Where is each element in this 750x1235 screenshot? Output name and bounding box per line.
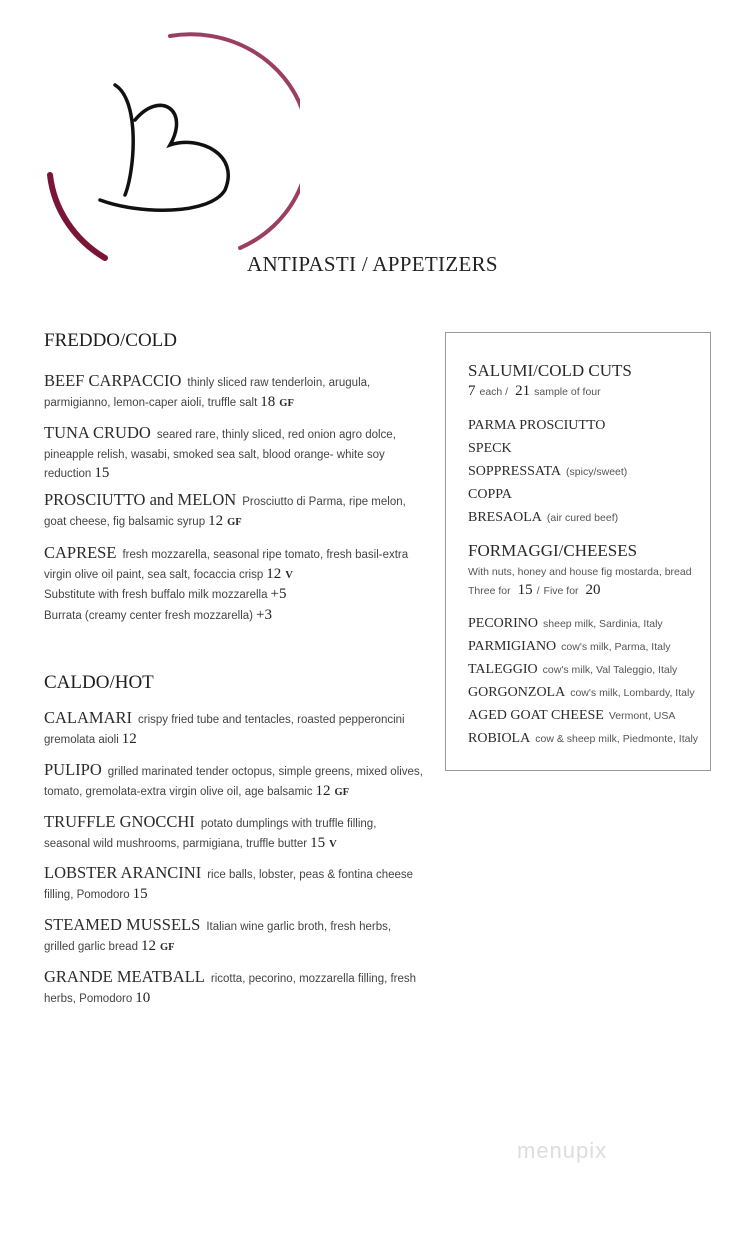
separator: / — [536, 585, 540, 597]
salumi-heading: SALUMI/COLD CUTS — [468, 361, 632, 380]
item-desc: Prosciutto di Parma, ripe melon, goat cheese, fig balsamic syrup — [44, 496, 406, 528]
side-item — [468, 706, 675, 724]
side-item-name: SOPPRESSATA — [468, 464, 562, 479]
dietary-tag: GF — [227, 516, 242, 528]
item-desc: thinly sliced raw tenderloin, arugula, parmigianno, lemon-caper aioli, truffle salt — [44, 377, 371, 409]
item-desc: fresh mozzarella, seasonal ripe tomato, fresh basil-extra virgin olive oil paint, sea salt, focaccia crisp — [44, 549, 409, 581]
item-desc: rice balls, lobster, peas & fontina cheese filling, Pomodoro — [44, 869, 414, 901]
price-each: 7 — [468, 383, 476, 399]
cheeses-pricing — [468, 581, 601, 599]
side-item — [468, 462, 627, 480]
side-item — [468, 729, 698, 747]
each-label: each / — [479, 386, 509, 398]
item-price: 12 — [140, 937, 156, 954]
item-name: BEEF CARPACCIO — [44, 371, 182, 390]
watermark: menupix — [517, 1138, 608, 1163]
item-price: 12 — [121, 730, 137, 747]
item-name: GRANDE MEATBALL — [44, 967, 205, 986]
side-item-name: SPECK — [468, 441, 512, 456]
dietary-tag: GF — [279, 397, 294, 409]
side-item — [468, 416, 610, 434]
side-item-name: ROBIOLA — [468, 731, 531, 746]
menu-item — [44, 424, 424, 484]
item-desc: seared rare, thinly sliced, red onion agro dolce, pineapple relish, wasabi, smoked sea salt, blood orange- white soy reduction — [44, 429, 396, 480]
logo — [40, 30, 300, 280]
side-item — [468, 439, 517, 457]
menu-item — [44, 544, 424, 626]
sub-text: Substitute with fresh buffalo milk mozzarella — [44, 589, 268, 601]
side-item — [468, 683, 695, 701]
dietary-tag: GF — [334, 786, 350, 798]
menu-item — [44, 864, 424, 904]
dietary-tag: V — [285, 569, 293, 581]
menu-item — [44, 709, 424, 749]
item-desc: Italian wine garlic broth, fresh herbs, grilled garlic bread — [44, 921, 392, 953]
side-item — [468, 508, 618, 526]
dietary-tag: V — [329, 838, 337, 850]
item-price: 15 — [94, 465, 110, 481]
item-desc: crispy fried tube and tentacles, roasted pepperoncini gremolata aioli — [44, 714, 405, 746]
side-item-name: PECORINO — [468, 616, 539, 631]
side-item-note: cow & sheep milk, Piedmonte, Italy — [535, 733, 699, 745]
side-item-name: GORGONZOLA — [468, 685, 566, 700]
item-price: 18 — [260, 393, 276, 410]
salumi-pricing — [468, 382, 601, 400]
caprese-substitute — [44, 605, 424, 626]
item-name: PROSCIUTTO and MELON — [44, 490, 237, 509]
item-name: TUNA CRUDO — [44, 423, 151, 442]
menu-item — [44, 761, 424, 801]
item-desc: grilled marinated tender octopus, simple greens, mixed olives, tomato, gremolata-extra virgin olive oil, age balsamic — [44, 766, 423, 798]
section-heading-hot: CALDO/HOT — [44, 672, 154, 693]
side-item-note: cow's milk, Lombardy, Italy — [570, 687, 695, 699]
item-name: STEAMED MUSSELS — [44, 915, 201, 934]
page-title: ANTIPASTI / APPETIZERS — [247, 252, 498, 276]
menu-item — [44, 813, 424, 853]
three-price: 15 — [517, 582, 533, 598]
menu-item — [44, 491, 424, 531]
five-label: Five for — [543, 585, 579, 597]
sub-price: +5 — [270, 586, 287, 602]
item-name: CALAMARI — [44, 708, 133, 727]
side-item-name: AGED GOAT CHEESE — [468, 708, 604, 723]
item-price: 12 — [266, 565, 282, 582]
price-sample: 21 — [515, 383, 531, 399]
cheeses-heading: FORMAGGI/CHEESES — [468, 541, 638, 560]
side-item-note: sheep milk, Sardinia, Italy — [543, 618, 663, 630]
cheeses-desc: With nuts, honey and house fig mostarda, bread — [468, 566, 692, 578]
side-item-name: PARMIGIANO — [468, 639, 557, 654]
item-name: PULIPO — [44, 760, 102, 779]
side-item-note: (spicy/sweet) — [566, 466, 628, 478]
side-item-name: PARMA PROSCIUTTO — [468, 418, 606, 433]
item-price: 15 — [310, 834, 326, 851]
sub-price: +3 — [255, 607, 272, 623]
menu-item — [44, 372, 424, 412]
side-item — [468, 485, 517, 503]
caprese-substitute — [44, 584, 424, 605]
sample-label: sample of four — [534, 386, 601, 398]
item-name: LOBSTER ARANCINI — [44, 863, 202, 882]
dietary-tag: GF — [159, 941, 175, 953]
side-item — [468, 660, 677, 678]
item-name: TRUFFLE GNOCCHI — [44, 812, 195, 831]
side-item-name: BRESAOLA — [468, 510, 542, 525]
side-item-note: cow's milk, Parma, Italy — [561, 641, 671, 653]
item-price: 12 — [208, 512, 224, 529]
side-item — [468, 614, 663, 632]
side-item-name: TALEGGIO — [468, 662, 538, 677]
side-item-name: COPPA — [468, 487, 512, 502]
side-item-note: (air cured beef) — [546, 512, 619, 524]
item-price: 15 — [132, 885, 148, 902]
menu-item — [44, 916, 424, 956]
side-panel — [445, 332, 711, 771]
section-heading-cold: FREDDO/COLD — [44, 330, 178, 351]
item-price: 12 — [315, 782, 331, 799]
sub-text: Burrata (creamy center fresh mozzarella) — [44, 610, 253, 622]
item-desc: potato dumplings with truffle filling, seasonal wild mushrooms, parmigiana, truffle butter — [44, 818, 377, 850]
side-item-note: cow's milk, Val Taleggio, Italy — [542, 664, 678, 676]
side-item — [468, 637, 671, 655]
menu-item — [44, 968, 424, 1008]
side-item-note: Vermont, USA — [608, 710, 676, 722]
item-desc: ricotta, pecorino, mozzarella filling, fresh herbs, Pomodoro — [44, 973, 417, 1005]
item-price: 10 — [135, 989, 151, 1006]
item-name: CAPRESE — [44, 543, 117, 562]
five-price: 20 — [585, 582, 601, 598]
three-label: Three for — [468, 585, 511, 597]
